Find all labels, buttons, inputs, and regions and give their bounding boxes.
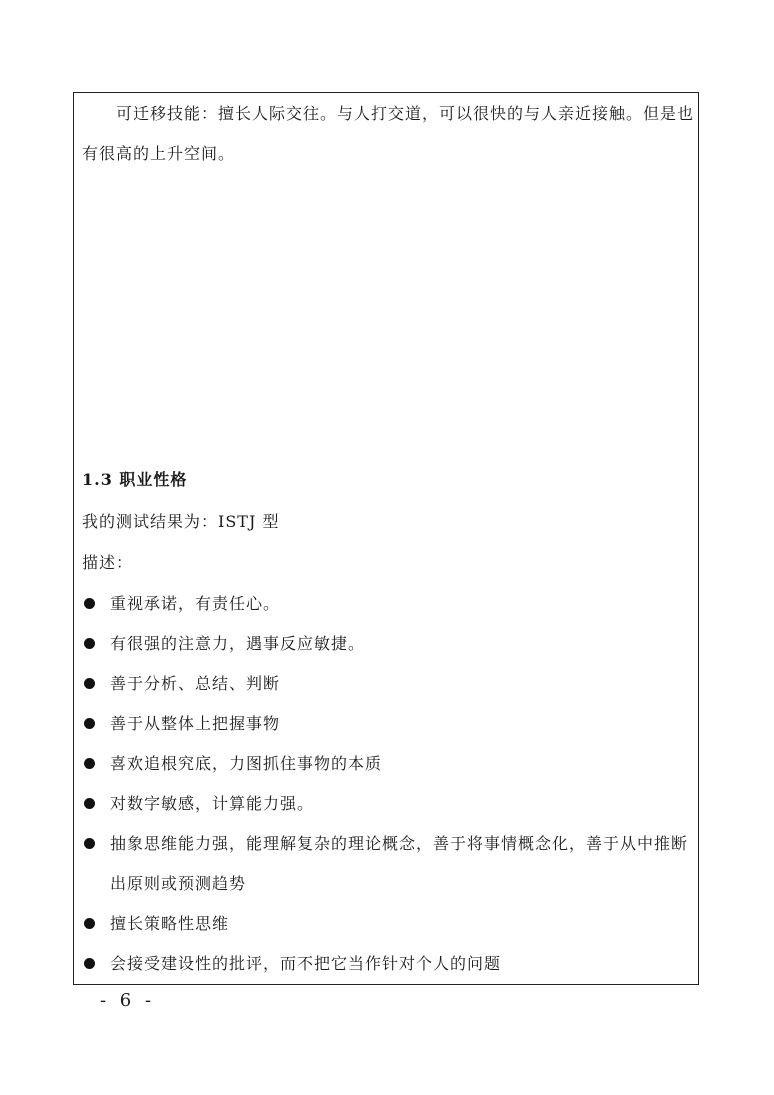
list-item-text: 善于从整体上把握事物	[110, 714, 281, 733]
list-item	[82, 624, 694, 664]
bullet-icon	[84, 638, 95, 649]
list-item-text: 善于分析、总结、判断	[110, 674, 281, 693]
list-item	[82, 664, 694, 704]
list-item-text: 擅长策略性思维	[110, 914, 230, 933]
list-item	[82, 744, 694, 784]
bullet-icon	[84, 798, 95, 809]
bullet-icon	[84, 958, 95, 969]
list-item	[82, 584, 694, 624]
list-item-text: 抽象思维能力强，能理解复杂的理论概念，善于将事情概念化，善于从中推断出原则或预测趋势	[110, 834, 689, 893]
bullet-icon	[84, 838, 95, 849]
list-item-text: 对数字敏感，计算能力强。	[110, 794, 315, 813]
list-item	[82, 784, 694, 824]
test-result-line: 我的测试结果为：ISTJ 型	[82, 512, 280, 531]
bullet-icon	[84, 678, 95, 689]
list-item-text: 喜欢追根究底，力图抓住事物的本质	[110, 754, 383, 773]
bullet-icon	[84, 918, 95, 929]
list-item-text: 重视承诺，有责任心。	[110, 594, 281, 613]
list-item	[82, 704, 694, 744]
trait-list	[82, 584, 694, 984]
page-number: - 6 -	[100, 990, 156, 1011]
list-item	[82, 944, 694, 984]
list-item	[82, 824, 694, 904]
bullet-icon	[84, 718, 95, 729]
description-label: 描述：	[82, 553, 134, 572]
bullet-icon	[84, 758, 95, 769]
intro-paragraph: 可迁移技能：擅长人际交往。与人打交道，可以很快的与人亲近接触。但是也有很高的上升空间。	[82, 104, 695, 163]
list-item	[82, 904, 694, 944]
list-item-text: 会接受建设性的批评，而不把它当作针对个人的问题	[110, 954, 502, 973]
list-item-text: 有很强的注意力，遇事反应敏捷。	[110, 634, 366, 653]
bullet-icon	[84, 598, 95, 609]
section-heading: 1.3 职业性格	[82, 470, 188, 489]
